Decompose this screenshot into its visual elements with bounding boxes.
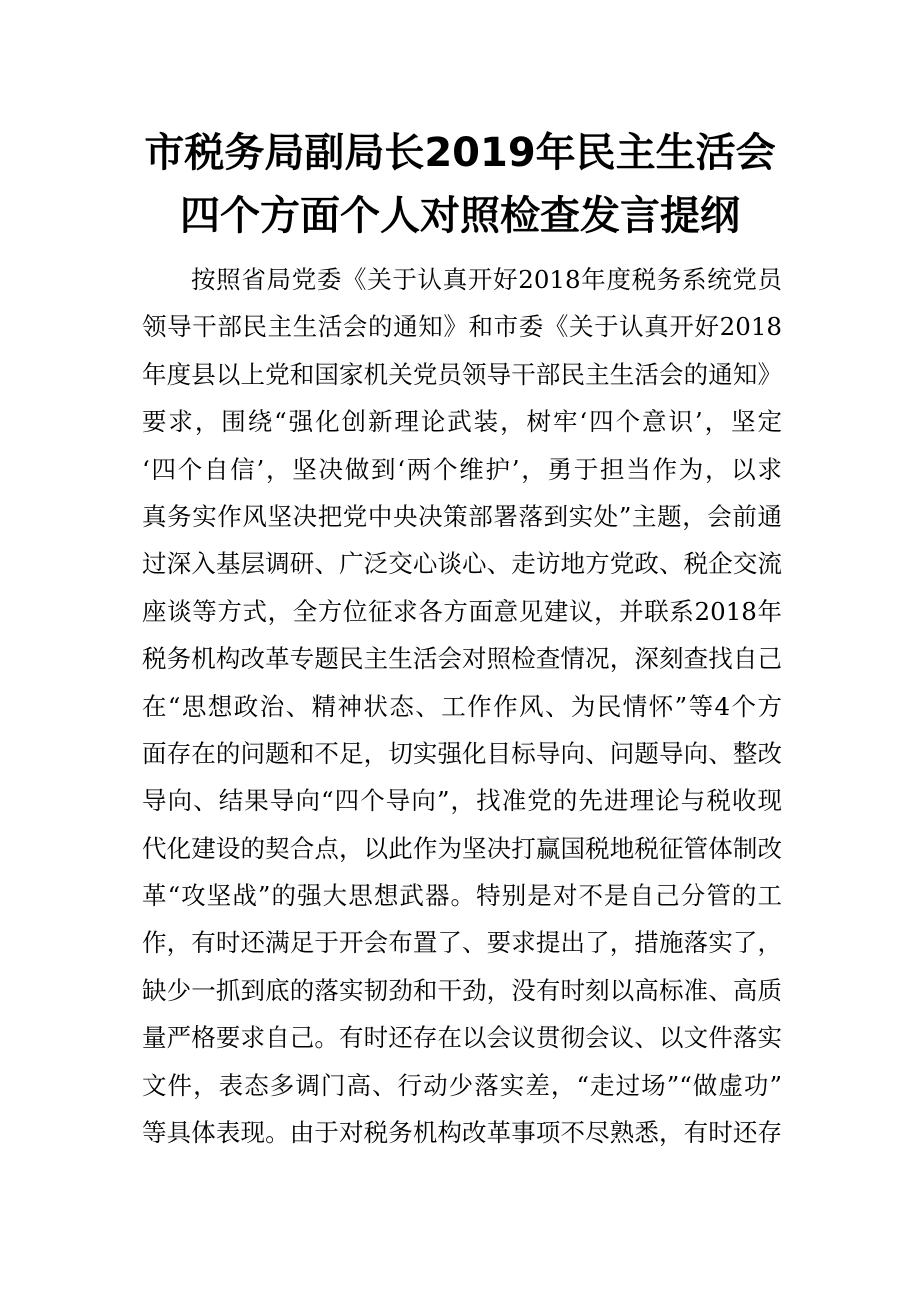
- body-line: 文件，表态多调门高、行动少落实差，“走过场”“做虚功”: [142, 1070, 782, 1100]
- body-line: 革“攻坚战”的强大思想武器。特别是对不是自己分管的工: [142, 881, 782, 911]
- body-line: 按照省局党委《关于认真开好2018年度税务系统党员: [191, 265, 782, 294]
- body-line: 税务机构改革专题民主生活会对照检查情况，深刻查找自己: [142, 644, 782, 674]
- body-paragraph: [142, 256, 782, 1156]
- body-line: 缺少一抓到底的落实韧劲和干劲，没有时刻以高标准、高质: [142, 975, 782, 1005]
- body-line: 作，有时还满足于开会布置了、要求提出了，措施落实了，: [142, 928, 782, 958]
- body-line: 座谈等方式，全方位征求各方面意见建议，并联系2018年: [142, 596, 782, 626]
- body-line: 量严格要求自己。有时还存在以会议贯彻会议、以文件落实: [142, 1023, 782, 1053]
- body-line: 在“思想政治、精神状态、工作作风、为民情怀”等4个方: [142, 691, 782, 721]
- body-line: 真务实作风坚决把党中央决策部署落到实处”主题，会前通: [142, 501, 782, 531]
- body-line: 要求，围绕“强化创新理论武装，树牢‘四个意识’，坚定: [142, 407, 782, 437]
- body-line: 年度县以上党和国家机关党员领导干部民主生活会的通知》: [142, 359, 782, 389]
- body-line: ‘四个自信’，坚决做到‘两个维护’，勇于担当作为，以求: [142, 454, 782, 484]
- document-title-line-2: 四个方面个人对照检查发言提纲: [180, 193, 740, 239]
- body-line: 导向、结果导向“四个导向”，找准党的先进理论与税收现: [142, 786, 782, 816]
- body-line: 领导干部民主生活会的通知》和市委《关于认真开好2018: [142, 312, 782, 342]
- body-line: 等具体表现。由于对税务机构改革事项不尽熟悉，有时还存: [142, 1118, 782, 1148]
- body-line: 面存在的问题和不足，切实强化目标导向、问题导向、整改: [142, 738, 782, 768]
- body-line: 过深入基层调研、广泛交心谈心、走访地方党政、税企交流: [142, 549, 782, 579]
- document-title-line-1: 市税务局副局长2019年民主生活会: [144, 130, 776, 176]
- body-line: 代化建设的契合点，以此作为坚决打赢国税地税征管体制改: [142, 833, 782, 863]
